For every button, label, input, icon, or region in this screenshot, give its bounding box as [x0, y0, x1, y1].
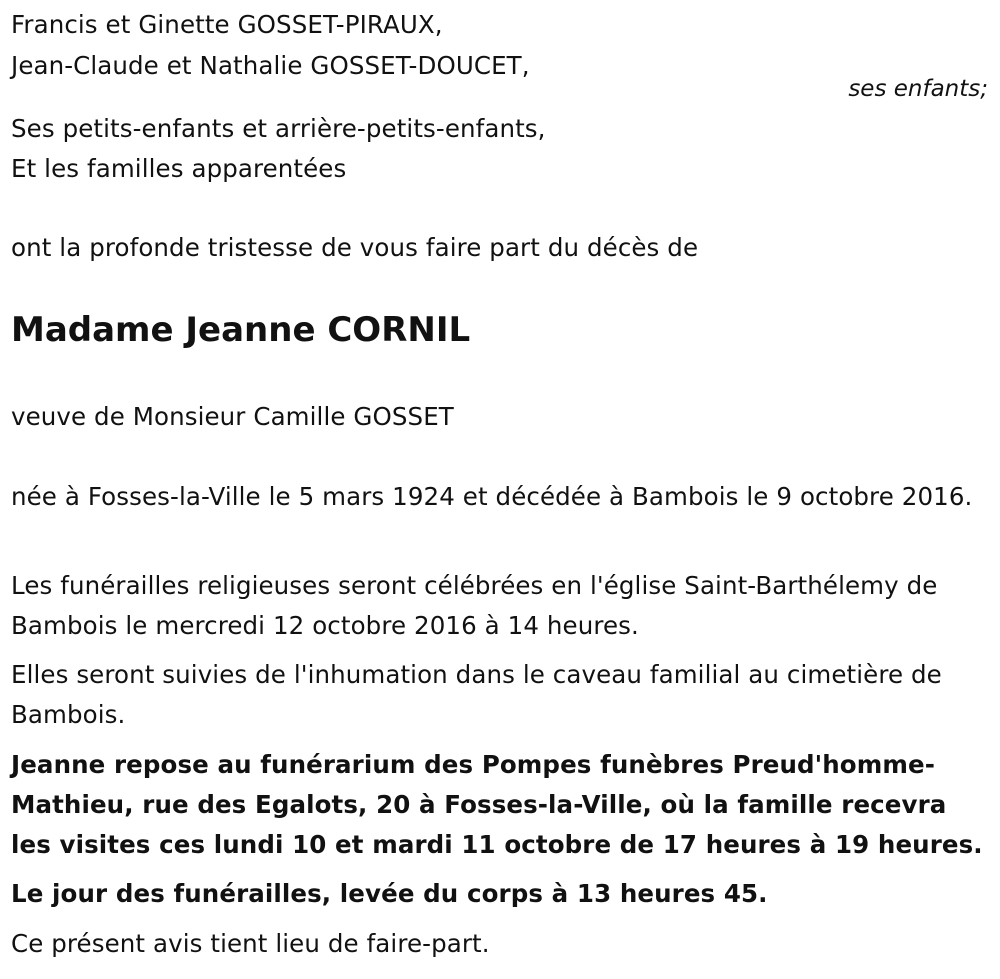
funeral-text: Les funérailles religieuses seront célébrées en l'église Saint-Barthélemy de Bambois le mercredi 12 octobre 2016 à 14 heures. [11, 571, 938, 640]
family-line-3: Ses petits-enfants et arrière-petits-enfants, [11, 114, 546, 143]
family-line-2: Jean-Claude et Nathalie GOSSET-DOUCET, [11, 51, 530, 80]
burial-text: Elles seront suivies de l'inhumation dans le caveau familial au cimetière de Bambois. [11, 660, 942, 729]
announcement-text: ont la profonde tristesse de vous faire part du décès de [11, 233, 699, 262]
children-label: ses enfants; [848, 76, 988, 102]
closing-text: Ce présent avis tient lieu de faire-part. [11, 929, 490, 958]
procession-text: Le jour des funérailles, levée du corps à 13 heures 45. [11, 879, 768, 908]
deceased-name: Madame Jeanne CORNIL [11, 310, 471, 350]
birth-death-text: née à Fosses-la-Ville le 5 mars 1924 et décédée à Bambois le 9 octobre 2016. [11, 482, 973, 511]
widow-of-text: veuve de Monsieur Camille GOSSET [11, 402, 454, 431]
family-line-1: Francis et Ginette GOSSET-PIRAUX, [11, 10, 443, 39]
family-line-4: Et les familles apparentées [11, 154, 347, 183]
visitation-text: Jeanne repose au funérarium des Pompes funèbres Preud'homme-Mathieu, rue des Egalots, 20 à Fosses-la-Ville, où la famille recevra les visites ces lundi 10 et mardi 11 octobre de 17 heures à 19 heures. [11, 750, 983, 859]
